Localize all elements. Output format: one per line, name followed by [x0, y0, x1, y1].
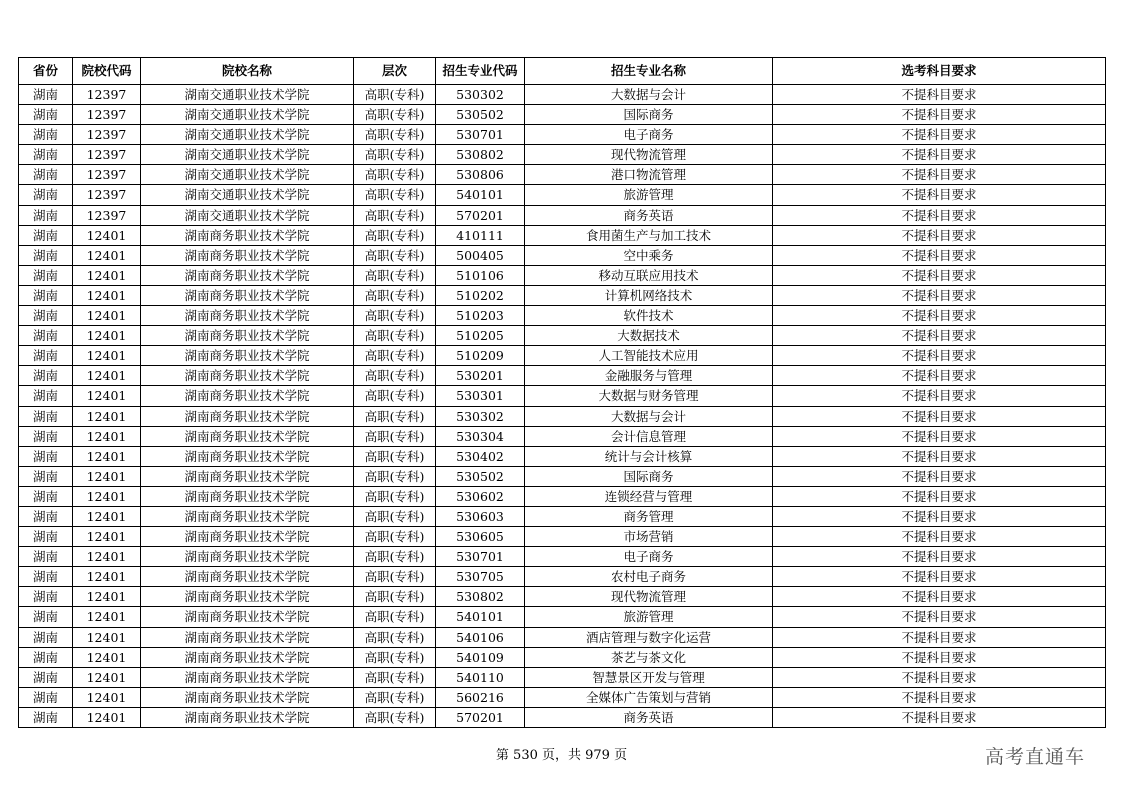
table-cell: 高职(专科) [354, 145, 436, 165]
table-cell: 570201 [436, 707, 525, 727]
table-cell: 12401 [73, 627, 141, 647]
table-cell: 统计与会计核算 [525, 446, 773, 466]
table-cell: 12401 [73, 225, 141, 245]
table-cell: 湖南交通职业技术学院 [141, 185, 354, 205]
table-cell: 湖南 [19, 446, 73, 466]
table-row [19, 587, 1106, 607]
table-cell: 电子商务 [525, 125, 773, 145]
table-cell: 高职(专科) [354, 466, 436, 486]
table-cell: 软件技术 [525, 306, 773, 326]
table-cell: 商务管理 [525, 506, 773, 526]
table-cell: 湖南 [19, 165, 73, 185]
table-cell: 530302 [436, 406, 525, 426]
table-cell: 不提科目要求 [773, 245, 1106, 265]
table-cell: 410111 [436, 225, 525, 245]
table-cell: 高职(专科) [354, 667, 436, 687]
table-cell: 湖南商务职业技术学院 [141, 426, 354, 446]
table-row [19, 506, 1106, 526]
table-row [19, 607, 1106, 627]
table-cell: 高职(专科) [354, 506, 436, 526]
table-cell: 湖南 [19, 265, 73, 285]
page-number: 第 530 页，共 979 页 [495, 748, 628, 763]
table-cell: 530502 [436, 105, 525, 125]
table-cell: 530802 [436, 145, 525, 165]
table-cell: 12401 [73, 587, 141, 607]
table-cell: 高职(专科) [354, 607, 436, 627]
table-cell: 530502 [436, 466, 525, 486]
table-cell: 不提科目要求 [773, 165, 1106, 185]
table-row [19, 667, 1106, 687]
table-cell: 湖南 [19, 386, 73, 406]
table-cell: 12401 [73, 466, 141, 486]
table-cell: 不提科目要求 [773, 446, 1106, 466]
column-header: 招生专业代码 [436, 58, 525, 85]
table-cell: 540109 [436, 647, 525, 667]
table-row [19, 426, 1106, 446]
column-header: 招生专业名称 [525, 58, 773, 85]
table-cell: 不提科目要求 [773, 326, 1106, 346]
table-cell: 湖南商务职业技术学院 [141, 446, 354, 466]
table-cell: 530302 [436, 85, 525, 105]
table-cell: 不提科目要求 [773, 205, 1106, 225]
table-cell: 高职(专科) [354, 346, 436, 366]
table-cell: 不提科目要求 [773, 145, 1106, 165]
table-cell: 湖南 [19, 687, 73, 707]
table-cell: 大数据技术 [525, 326, 773, 346]
table-cell: 国际商务 [525, 466, 773, 486]
table-cell: 12401 [73, 567, 141, 587]
table-cell: 530705 [436, 567, 525, 587]
table-cell: 湖南 [19, 647, 73, 667]
table-row [19, 326, 1106, 346]
table-cell: 湖南 [19, 527, 73, 547]
table-cell: 不提科目要求 [773, 627, 1106, 647]
table-cell: 540101 [436, 607, 525, 627]
table-cell: 湖南 [19, 145, 73, 165]
table-row [19, 486, 1106, 506]
table-cell: 510205 [436, 326, 525, 346]
table-cell: 大数据与会计 [525, 85, 773, 105]
table-cell: 不提科目要求 [773, 466, 1106, 486]
table-cell: 湖南交通职业技术学院 [141, 165, 354, 185]
table-cell: 湖南 [19, 607, 73, 627]
table-cell: 湖南交通职业技术学院 [141, 105, 354, 125]
table-cell: 湖南商务职业技术学院 [141, 587, 354, 607]
table-cell: 12401 [73, 707, 141, 727]
table-cell: 智慧景区开发与管理 [525, 667, 773, 687]
table-cell: 高职(专科) [354, 366, 436, 386]
table-cell: 12401 [73, 426, 141, 446]
table-cell: 农村电子商务 [525, 567, 773, 587]
table-cell: 530603 [436, 506, 525, 526]
table-cell: 湖南 [19, 185, 73, 205]
table-cell: 530806 [436, 165, 525, 185]
table-cell: 12401 [73, 687, 141, 707]
table-cell: 12397 [73, 205, 141, 225]
table-cell: 湖南商务职业技术学院 [141, 506, 354, 526]
table-cell: 湖南 [19, 587, 73, 607]
table-cell: 计算机网络技术 [525, 285, 773, 305]
table-cell: 空中乘务 [525, 245, 773, 265]
table-cell: 500405 [436, 245, 525, 265]
table-cell: 湖南 [19, 627, 73, 647]
table-cell: 湖南交通职业技术学院 [141, 205, 354, 225]
table-cell: 湖南商务职业技术学院 [141, 406, 354, 426]
table-cell: 12401 [73, 406, 141, 426]
table-cell: 湖南商务职业技术学院 [141, 707, 354, 727]
table-cell: 高职(专科) [354, 426, 436, 446]
table-cell: 530701 [436, 125, 525, 145]
table-cell: 510106 [436, 265, 525, 285]
table-cell: 酒店管理与数字化运营 [525, 627, 773, 647]
table-cell: 湖南商务职业技术学院 [141, 366, 354, 386]
table-row [19, 265, 1106, 285]
table-cell: 不提科目要求 [773, 285, 1106, 305]
table-row [19, 125, 1106, 145]
table-cell: 高职(专科) [354, 245, 436, 265]
table-cell: 湖南商务职业技术学院 [141, 225, 354, 245]
table-cell: 高职(专科) [354, 306, 436, 326]
table-cell: 高职(专科) [354, 205, 436, 225]
table-cell: 高职(专科) [354, 165, 436, 185]
table-cell: 旅游管理 [525, 607, 773, 627]
table-cell: 12397 [73, 145, 141, 165]
table-cell: 不提科目要求 [773, 125, 1106, 145]
table-cell: 12401 [73, 607, 141, 627]
table-cell: 不提科目要求 [773, 185, 1106, 205]
table-cell: 湖南 [19, 486, 73, 506]
table-cell: 12401 [73, 366, 141, 386]
table-cell: 12401 [73, 245, 141, 265]
table-cell: 510203 [436, 306, 525, 326]
table-cell: 高职(专科) [354, 527, 436, 547]
table-cell: 12401 [73, 285, 141, 305]
table-row [19, 406, 1106, 426]
table-cell: 国际商务 [525, 105, 773, 125]
table-cell: 12401 [73, 326, 141, 346]
table-cell: 不提科目要求 [773, 687, 1106, 707]
table-cell: 湖南商务职业技术学院 [141, 667, 354, 687]
table-cell: 湖南 [19, 85, 73, 105]
table-row [19, 386, 1106, 406]
table-cell: 湖南商务职业技术学院 [141, 346, 354, 366]
table-cell: 湖南交通职业技术学院 [141, 125, 354, 145]
admission-table [18, 57, 1106, 728]
table-cell: 湖南 [19, 707, 73, 727]
table-cell: 12397 [73, 125, 141, 145]
table-cell: 高职(专科) [354, 707, 436, 727]
table-cell: 湖南 [19, 667, 73, 687]
table-cell: 大数据与财务管理 [525, 386, 773, 406]
table-row [19, 446, 1106, 466]
table-cell: 12397 [73, 105, 141, 125]
table-row [19, 466, 1106, 486]
table-cell: 不提科目要求 [773, 547, 1106, 567]
table-cell: 不提科目要求 [773, 567, 1106, 587]
table-cell: 高职(专科) [354, 85, 436, 105]
table-cell: 12397 [73, 165, 141, 185]
table-row [19, 105, 1106, 125]
table-cell: 湖南交通职业技术学院 [141, 85, 354, 105]
table-row [19, 205, 1106, 225]
table-cell: 不提科目要求 [773, 707, 1106, 727]
table-cell: 现代物流管理 [525, 587, 773, 607]
table-cell: 12401 [73, 306, 141, 326]
table-cell: 高职(专科) [354, 587, 436, 607]
table-cell: 12401 [73, 446, 141, 466]
table-cell: 530304 [436, 426, 525, 446]
table-cell: 湖南 [19, 547, 73, 567]
table-cell: 湖南商务职业技术学院 [141, 627, 354, 647]
table-cell: 530602 [436, 486, 525, 506]
table-cell: 不提科目要求 [773, 587, 1106, 607]
table-cell: 湖南商务职业技术学院 [141, 527, 354, 547]
column-header: 选考科目要求 [773, 58, 1106, 85]
table-cell: 不提科目要求 [773, 647, 1106, 667]
column-header: 省份 [19, 58, 73, 85]
table-cell: 湖南 [19, 285, 73, 305]
table-cell: 湖南商务职业技术学院 [141, 567, 354, 587]
table-cell: 商务英语 [525, 205, 773, 225]
table-cell: 湖南商务职业技术学院 [141, 326, 354, 346]
table-cell: 510202 [436, 285, 525, 305]
table-cell: 不提科目要求 [773, 366, 1106, 386]
table-cell: 现代物流管理 [525, 145, 773, 165]
table-cell: 金融服务与管理 [525, 366, 773, 386]
table-cell: 不提科目要求 [773, 406, 1106, 426]
table-cell: 12401 [73, 527, 141, 547]
table-cell: 不提科目要求 [773, 306, 1106, 326]
table-cell: 湖南商务职业技术学院 [141, 386, 354, 406]
table-cell: 大数据与会计 [525, 406, 773, 426]
table-cell: 湖南 [19, 426, 73, 446]
table-cell: 湖南 [19, 245, 73, 265]
table-body [19, 85, 1106, 728]
table-cell: 连锁经营与管理 [525, 486, 773, 506]
table-cell: 高职(专科) [354, 406, 436, 426]
table-cell: 湖南 [19, 406, 73, 426]
table-cell: 湖南商务职业技术学院 [141, 647, 354, 667]
table-cell: 12401 [73, 547, 141, 567]
table-row [19, 285, 1106, 305]
table-cell: 不提科目要求 [773, 85, 1106, 105]
table-cell: 湖南商务职业技术学院 [141, 306, 354, 326]
table-cell: 高职(专科) [354, 547, 436, 567]
table-cell: 会计信息管理 [525, 426, 773, 446]
table-cell: 12397 [73, 185, 141, 205]
table-row [19, 707, 1106, 727]
table-cell: 湖南商务职业技术学院 [141, 486, 354, 506]
table-cell: 高职(专科) [354, 486, 436, 506]
table-cell: 人工智能技术应用 [525, 346, 773, 366]
table-row [19, 527, 1106, 547]
column-header: 层次 [354, 58, 436, 85]
table-cell: 540101 [436, 185, 525, 205]
table-cell: 湖南商务职业技术学院 [141, 285, 354, 305]
table-cell: 12401 [73, 386, 141, 406]
table-cell: 不提科目要求 [773, 486, 1106, 506]
table-cell: 530301 [436, 386, 525, 406]
table-row [19, 306, 1106, 326]
table-cell: 湖南商务职业技术学院 [141, 547, 354, 567]
table-cell: 移动互联应用技术 [525, 265, 773, 285]
table-cell: 高职(专科) [354, 125, 436, 145]
table-cell: 530802 [436, 587, 525, 607]
table-row [19, 366, 1106, 386]
table-cell: 湖南商务职业技术学院 [141, 265, 354, 285]
table-cell: 高职(专科) [354, 225, 436, 245]
table-cell: 12397 [73, 85, 141, 105]
table-cell: 高职(专科) [354, 386, 436, 406]
table-cell: 12401 [73, 486, 141, 506]
table-header-row [19, 58, 1106, 85]
table-cell: 高职(专科) [354, 687, 436, 707]
table-cell: 530402 [436, 446, 525, 466]
table-cell: 高职(专科) [354, 105, 436, 125]
table-row [19, 245, 1106, 265]
table-cell: 高职(专科) [354, 446, 436, 466]
table-cell: 湖南 [19, 125, 73, 145]
table-cell: 540110 [436, 667, 525, 687]
table-cell: 湖南商务职业技术学院 [141, 687, 354, 707]
table-cell: 530701 [436, 547, 525, 567]
table-row [19, 185, 1106, 205]
table-cell: 高职(专科) [354, 627, 436, 647]
table-row [19, 567, 1106, 587]
table-cell: 湖南 [19, 306, 73, 326]
table-cell: 高职(专科) [354, 285, 436, 305]
table-cell: 不提科目要求 [773, 426, 1106, 446]
table-cell: 湖南 [19, 466, 73, 486]
column-header: 院校代码 [73, 58, 141, 85]
watermark-logo: 高考直通车 [985, 746, 1086, 768]
table-cell: 湖南商务职业技术学院 [141, 466, 354, 486]
table-cell: 560216 [436, 687, 525, 707]
table-cell: 540106 [436, 627, 525, 647]
admission-table-wrapper [18, 57, 1106, 728]
table-cell: 高职(专科) [354, 647, 436, 667]
table-cell: 电子商务 [525, 547, 773, 567]
table-cell: 高职(专科) [354, 326, 436, 346]
table-cell: 530605 [436, 527, 525, 547]
table-cell: 高职(专科) [354, 265, 436, 285]
table-cell: 商务英语 [525, 707, 773, 727]
table-cell: 湖南商务职业技术学院 [141, 607, 354, 627]
table-cell: 12401 [73, 346, 141, 366]
table-cell: 12401 [73, 647, 141, 667]
table-cell: 不提科目要求 [773, 607, 1106, 627]
table-cell: 12401 [73, 667, 141, 687]
table-row [19, 225, 1106, 245]
table-row [19, 627, 1106, 647]
table-cell: 不提科目要求 [773, 225, 1106, 245]
table-cell: 湖南 [19, 366, 73, 386]
table-cell: 530201 [436, 366, 525, 386]
table-cell: 湖南 [19, 225, 73, 245]
table-cell: 湖南 [19, 567, 73, 587]
table-cell: 高职(专科) [354, 185, 436, 205]
table-cell: 不提科目要求 [773, 527, 1106, 547]
table-cell: 不提科目要求 [773, 265, 1106, 285]
table-cell: 570201 [436, 205, 525, 225]
table-cell: 湖南 [19, 346, 73, 366]
table-cell: 食用菌生产与加工技术 [525, 225, 773, 245]
table-row [19, 165, 1106, 185]
table-cell: 湖南 [19, 506, 73, 526]
table-cell: 不提科目要求 [773, 105, 1106, 125]
table-cell: 湖南 [19, 326, 73, 346]
table-cell: 510209 [436, 346, 525, 366]
table-cell: 茶艺与茶文化 [525, 647, 773, 667]
table-cell: 12401 [73, 265, 141, 285]
table-row [19, 85, 1106, 105]
table-row [19, 647, 1106, 667]
table-cell: 港口物流管理 [525, 165, 773, 185]
table-row [19, 346, 1106, 366]
table-row [19, 687, 1106, 707]
table-cell: 全媒体广告策划与营销 [525, 687, 773, 707]
table-cell: 市场营销 [525, 527, 773, 547]
table-cell: 不提科目要求 [773, 506, 1106, 526]
column-header: 院校名称 [141, 58, 354, 85]
table-cell: 旅游管理 [525, 185, 773, 205]
table-row [19, 145, 1106, 165]
table-row [19, 547, 1106, 567]
table-cell: 湖南交通职业技术学院 [141, 145, 354, 165]
table-cell: 湖南 [19, 105, 73, 125]
table-cell: 湖南商务职业技术学院 [141, 245, 354, 265]
table-cell: 12401 [73, 506, 141, 526]
table-cell: 不提科目要求 [773, 346, 1106, 366]
table-cell: 不提科目要求 [773, 667, 1106, 687]
table-cell: 湖南 [19, 205, 73, 225]
table-cell: 高职(专科) [354, 567, 436, 587]
table-cell: 不提科目要求 [773, 386, 1106, 406]
